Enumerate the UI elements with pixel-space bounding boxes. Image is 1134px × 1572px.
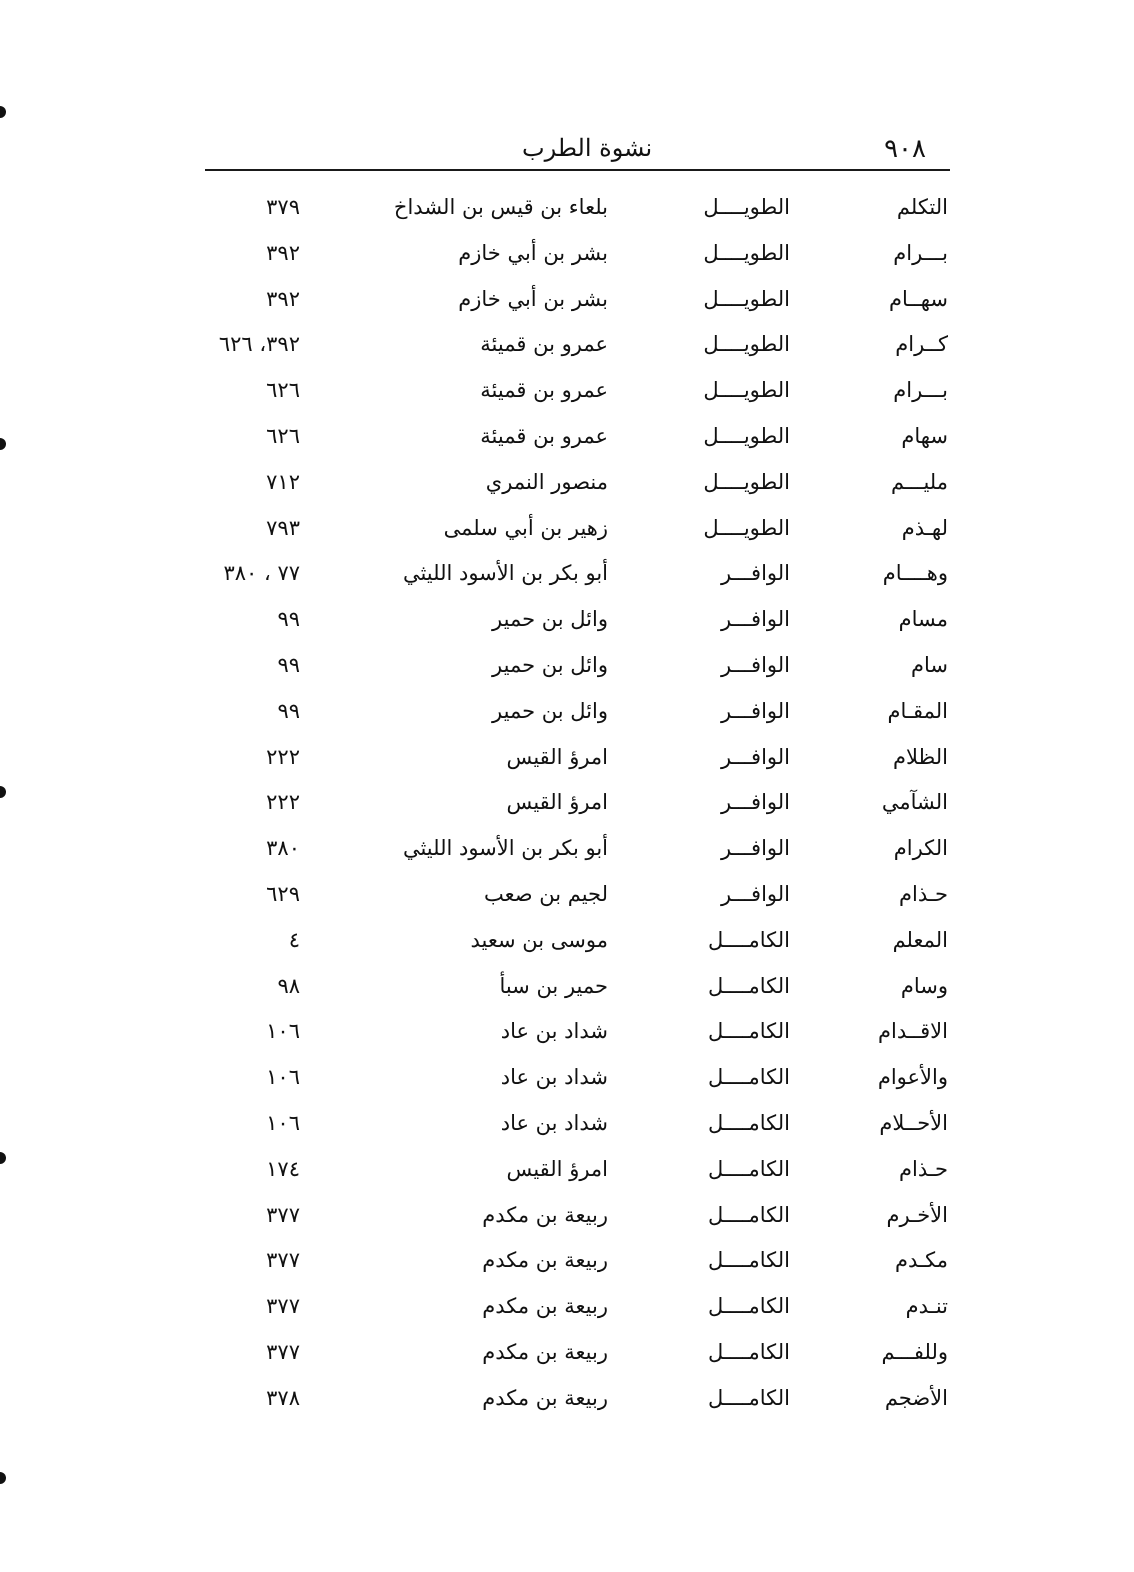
index-row <box>180 735 950 781</box>
page-reference: ٣٧٨ <box>266 1385 300 1410</box>
poet-name: زهير بن أبي سلمى <box>443 515 608 540</box>
poet-name: ربيعة بن مكدم <box>482 1294 608 1319</box>
meter-name: الطويــــل <box>703 240 790 265</box>
page-reference: ٣٩٢، ٦٢٦ <box>218 332 300 357</box>
meter-name: الكامــــل <box>708 1156 790 1181</box>
poet-name: امرؤ القيس <box>506 744 608 769</box>
index-row <box>180 1101 950 1147</box>
poet-name: بلعاء بن قيس بن الشداخ <box>393 195 608 219</box>
poet-name: منصور النمري <box>485 469 608 494</box>
poet-name: بشر بن أبي خازم <box>458 286 608 311</box>
rhyme-word: وهــــام <box>882 561 948 586</box>
poet-name: وائل بن حمير <box>492 607 608 632</box>
index-row <box>180 185 950 231</box>
meter-name: الوافـــر <box>721 790 790 815</box>
rhyme-word: بـــرام <box>893 378 948 403</box>
index-row <box>180 964 950 1010</box>
meter-name: الكامــــل <box>708 973 790 998</box>
rhyme-word: وللفـــم <box>881 1339 948 1364</box>
page-reference: ١٧٤ <box>266 1156 300 1181</box>
meter-name: الوافـــر <box>721 744 790 769</box>
page-reference: ٣٨٠ <box>266 836 300 861</box>
index-row <box>180 551 950 597</box>
running-title: نشوة الطرب <box>522 134 653 162</box>
meter-name: الوافـــر <box>721 698 790 723</box>
index-row <box>180 368 950 414</box>
rhyme-word: الأحــلام <box>879 1110 948 1135</box>
rhyme-word: كــرام <box>895 332 948 357</box>
page-reference: ٣٩٢ <box>266 240 300 265</box>
rhyme-word: سام <box>911 652 948 677</box>
meter-name: الكامــــل <box>708 1202 790 1227</box>
rhyme-word: مسام <box>898 607 948 632</box>
poet-name: شداد بن عاد <box>500 1110 608 1135</box>
page-reference: ٩٩ <box>277 607 300 632</box>
meter-name: الطويــــل <box>703 195 790 219</box>
rhyme-word: سهــام <box>889 286 948 311</box>
rhyme-word: بـــرام <box>893 240 948 265</box>
poet-name: وائل بن حمير <box>492 698 608 723</box>
poet-name: عمرو بن قميئة <box>480 378 608 403</box>
rhyme-word: الاقــدام <box>877 1019 948 1044</box>
index-row <box>180 1330 950 1376</box>
index-row <box>180 918 950 964</box>
page-reference: ٧١٢ <box>266 469 300 494</box>
meter-name: الوافـــر <box>721 652 790 677</box>
page-reference: ٧٩٣ <box>266 515 300 540</box>
poet-name: موسى بن سعيد <box>470 927 608 952</box>
meter-name: الطويــــل <box>703 423 790 448</box>
index-row <box>180 1055 950 1101</box>
page-reference: ٢٢٢ <box>266 744 300 769</box>
page-header <box>205 134 950 170</box>
meter-name: الكامــــل <box>708 1294 790 1319</box>
meter-name: الوافـــر <box>721 836 790 861</box>
page-reference: ٤ <box>288 927 300 952</box>
meter-name: الكامــــل <box>708 1248 790 1273</box>
scan-edge-mark <box>0 1152 6 1164</box>
index-row <box>180 872 950 918</box>
meter-name: الطويــــل <box>703 286 790 311</box>
index-row <box>180 689 950 735</box>
poet-name: بشر بن أبي خازم <box>458 240 608 265</box>
page-reference: ٦٢٦ <box>266 423 300 448</box>
index-row <box>180 826 950 872</box>
page-reference: ٣٧٧ <box>266 1248 300 1273</box>
poet-name: شداد بن عاد <box>500 1019 608 1044</box>
rhyme-index-table <box>180 185 950 1422</box>
meter-name: الكامــــل <box>708 927 790 952</box>
page-reference: ٣٧٧ <box>266 1339 300 1364</box>
meter-name: الطويــــل <box>703 332 790 357</box>
poet-name: حمير بن سبأ <box>499 973 608 998</box>
rhyme-word: التكلم <box>896 195 948 219</box>
index-row <box>180 1147 950 1193</box>
poet-name: أبو بكر بن الأسود الليثي <box>402 836 608 861</box>
poet-name: شداد بن عاد <box>500 1065 608 1090</box>
poet-name: امرؤ القيس <box>506 1156 608 1181</box>
index-row <box>180 277 950 323</box>
index-row <box>180 414 950 460</box>
poet-name: ربيعة بن مكدم <box>482 1202 608 1227</box>
rhyme-word: الظلام <box>893 744 948 769</box>
poet-name: ربيعة بن مكدم <box>482 1339 608 1364</box>
poet-name: عمرو بن قميئة <box>480 423 608 448</box>
rhyme-word: مليـــم <box>891 469 948 494</box>
rhyme-word: مكـدم <box>894 1248 948 1273</box>
rhyme-word: والأعوام <box>877 1065 948 1090</box>
rhyme-word: الكرام <box>893 836 948 861</box>
meter-name: الطويــــل <box>703 469 790 494</box>
index-row <box>180 643 950 689</box>
scan-edge-mark <box>0 1472 6 1484</box>
page-reference: ٣٧٧ <box>266 1294 300 1319</box>
meter-name: الوافـــر <box>721 561 790 586</box>
index-row <box>180 597 950 643</box>
page-reference: ٢٢٢ <box>266 790 300 815</box>
meter-name: الكامــــل <box>708 1110 790 1135</box>
page-reference: ٦٢٦ <box>266 378 300 403</box>
page-reference: ٩٩ <box>277 652 300 677</box>
page-reference: ١٠٦ <box>266 1065 300 1090</box>
rhyme-word: سهام <box>901 423 948 448</box>
meter-name: الطويــــل <box>703 515 790 540</box>
poet-name: ربيعة بن مكدم <box>482 1385 608 1410</box>
poet-name: ربيعة بن مكدم <box>482 1248 608 1273</box>
meter-name: الوافـــر <box>721 881 790 906</box>
page-reference: ٦٢٩ <box>266 881 300 906</box>
index-row <box>180 780 950 826</box>
poet-name: امرؤ القيس <box>506 790 608 815</box>
meter-name: الكامــــل <box>708 1019 790 1044</box>
poet-name: وائل بن حمير <box>492 652 608 677</box>
page-reference: ١٠٦ <box>266 1019 300 1044</box>
index-row <box>180 1009 950 1055</box>
page-reference: ٧٧ ، ٣٨٠ <box>223 561 300 586</box>
index-row <box>180 1376 950 1422</box>
meter-name: الوافـــر <box>721 607 790 632</box>
index-row <box>180 231 950 277</box>
header-rule <box>205 169 950 171</box>
page-reference: ٣٧٩ <box>266 195 300 219</box>
page-reference: ٩٩ <box>277 698 300 723</box>
page-reference: ٣٩٢ <box>266 286 300 311</box>
page-reference: ٣٧٧ <box>266 1202 300 1227</box>
index-row <box>180 1193 950 1239</box>
page-reference: ١٠٦ <box>266 1110 300 1135</box>
poet-name: عمرو بن قميئة <box>480 332 608 357</box>
scan-edge-mark <box>0 786 6 798</box>
meter-name: الكامــــل <box>708 1065 790 1090</box>
rhyme-word: المعلم <box>892 927 948 952</box>
index-row <box>180 506 950 552</box>
page-number: ٩٠٨ <box>884 134 926 164</box>
index-row <box>180 460 950 506</box>
meter-name: الطويــــل <box>703 378 790 403</box>
index-row <box>180 322 950 368</box>
rhyme-word: المقـام <box>887 698 948 723</box>
rhyme-word: حـذام <box>899 881 948 906</box>
index-row <box>180 1284 950 1330</box>
index-row <box>180 1238 950 1284</box>
rhyme-word: الأضجم <box>884 1385 948 1410</box>
scan-edge-mark <box>0 438 6 450</box>
rhyme-word: حـذام <box>899 1156 948 1181</box>
page-reference: ٩٨ <box>277 973 300 998</box>
rhyme-word: الشآمي <box>881 790 948 815</box>
rhyme-word: تنـدم <box>905 1294 948 1319</box>
rhyme-word: وسام <box>900 973 948 998</box>
meter-name: الكامــــل <box>708 1385 790 1410</box>
scan-edge-mark <box>0 106 6 118</box>
rhyme-word: الأخـرم <box>886 1202 948 1227</box>
poet-name: أبو بكر بن الأسود الليثي <box>402 561 608 586</box>
rhyme-word: لهـذم <box>901 515 948 540</box>
meter-name: الكامــــل <box>708 1339 790 1364</box>
poet-name: لجيم بن صعب <box>483 881 608 906</box>
